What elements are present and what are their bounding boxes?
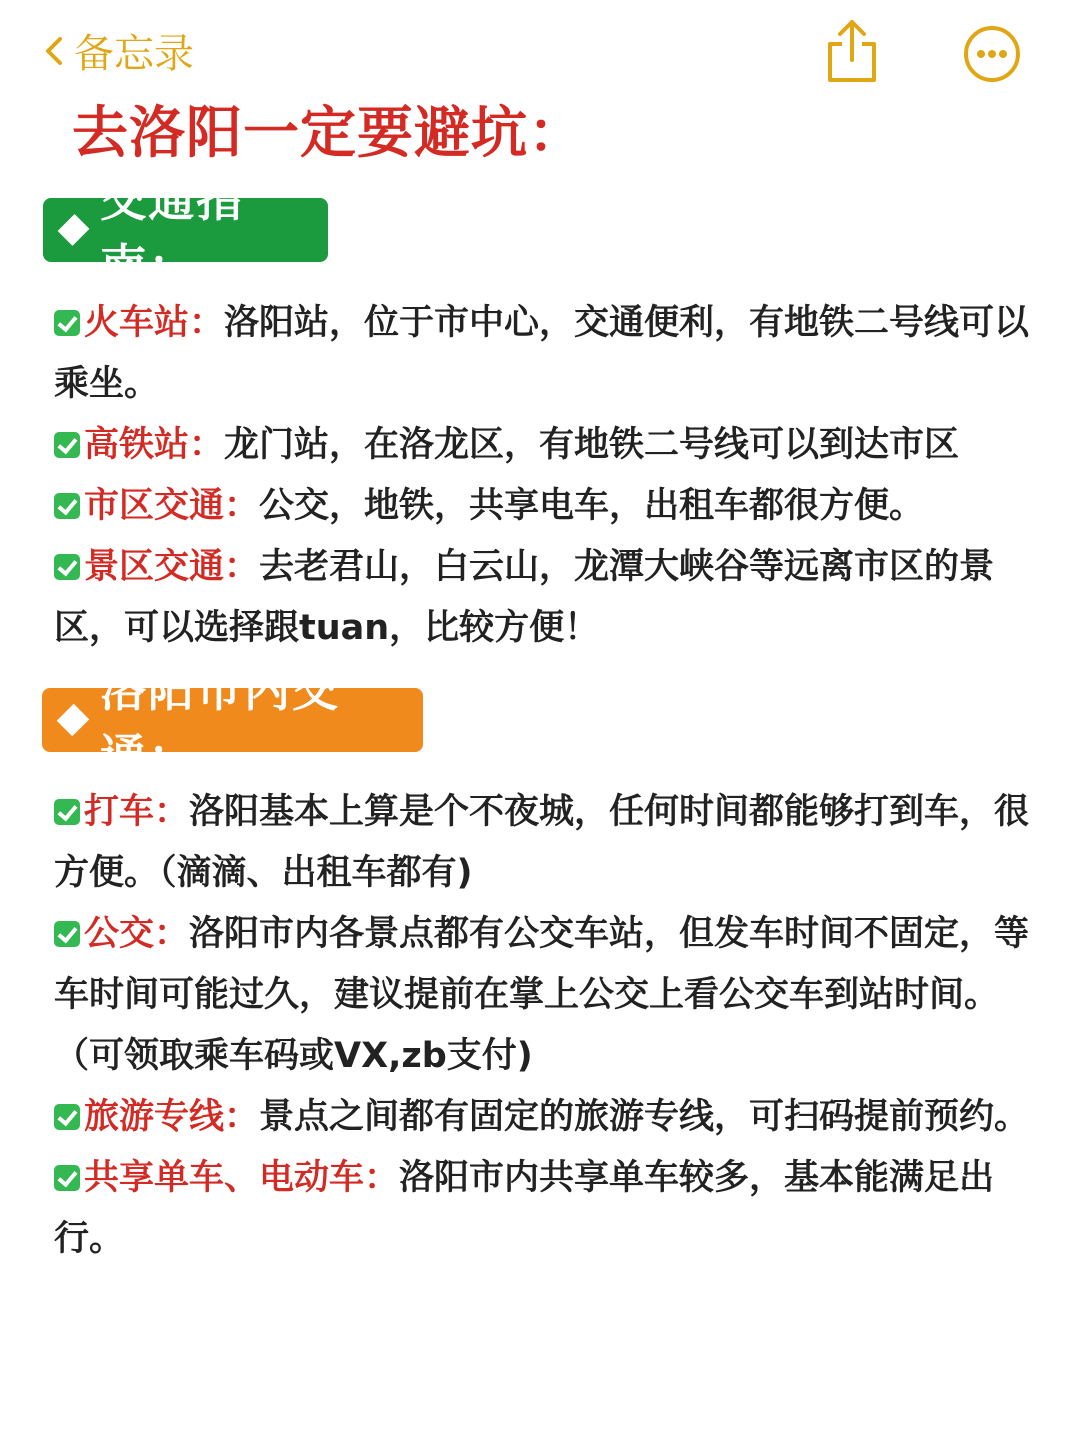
item-text: 洛阳基本上算是个不夜城，任何时间都能够打到车，很方便。（滴滴、出租车都有) [54, 792, 1030, 893]
list-item [54, 782, 1034, 904]
checkbox-checked-icon [54, 310, 80, 336]
item-label: 打车： [84, 792, 190, 832]
item-label: 共享单车、电动车： [84, 1158, 400, 1198]
item-text: 公交，地铁，共享电车，出租车都很方便。 [259, 486, 925, 526]
list-item [54, 1087, 1034, 1148]
list-item [54, 1148, 1034, 1270]
note-title: 去洛阳一定要避坑： [72, 101, 585, 166]
item-label: 市区交通： [84, 486, 260, 526]
transport-guide-list [54, 293, 1034, 659]
list-item [54, 904, 1034, 1087]
item-label: 景区交通： [84, 547, 260, 587]
list-item [54, 537, 1034, 659]
diamond-icon [57, 704, 89, 736]
checkbox-checked-icon [54, 432, 80, 458]
item-text: 龙门站，在洛龙区，有地铁二号线可以到达市区 [224, 425, 960, 465]
checkbox-checked-icon [54, 493, 80, 519]
back-label: 备忘录 [74, 31, 194, 77]
checkbox-checked-icon [54, 1104, 80, 1130]
more-icon[interactable] [962, 24, 1022, 84]
section-heading-label: 洛阳市内交通： [99, 663, 340, 783]
item-text: 去老君山，白云山，龙潭大峡谷等远离市区的景区，可以选择跟tuan，比较方便！ [54, 547, 995, 648]
top-nav-bar [0, 0, 1080, 100]
section-heading-city-transport [42, 663, 423, 783]
back-button[interactable] [38, 22, 194, 79]
item-text: 洛阳市内共享单车较多，基本能满足出行。 [54, 1158, 995, 1259]
chevron-left-icon [38, 31, 68, 71]
checkbox-checked-icon [54, 921, 80, 947]
item-text: 洛阳站，位于市中心，交通便利，有地铁二号线可以乘坐。 [54, 303, 1030, 404]
list-item [54, 293, 1034, 415]
diamond-icon [58, 214, 90, 246]
section-heading-label: 交通指南： [100, 173, 245, 293]
list-item [54, 476, 1034, 537]
checkbox-checked-icon [54, 799, 80, 825]
share-icon[interactable] [822, 16, 882, 86]
checkbox-checked-icon [54, 554, 80, 580]
section-heading-transport-guide [43, 173, 328, 293]
item-label: 旅游专线： [84, 1097, 260, 1137]
item-text: 洛阳市内各景点都有公交车站，但发车时间不固定，等车时间可能过久，建议提前在掌上公交上看公交车到站时间。（可领取乘车码或VX,zb支付) [54, 914, 1030, 1076]
checkbox-checked-icon [54, 1165, 80, 1191]
item-label: 公交： [84, 914, 190, 954]
item-label: 火车站： [84, 303, 225, 343]
city-transport-list [54, 782, 1034, 1270]
list-item [54, 415, 1034, 476]
item-text: 景点之间都有固定的旅游专线，可扫码提前预约。 [259, 1097, 1030, 1137]
item-label: 高铁站： [84, 425, 225, 465]
